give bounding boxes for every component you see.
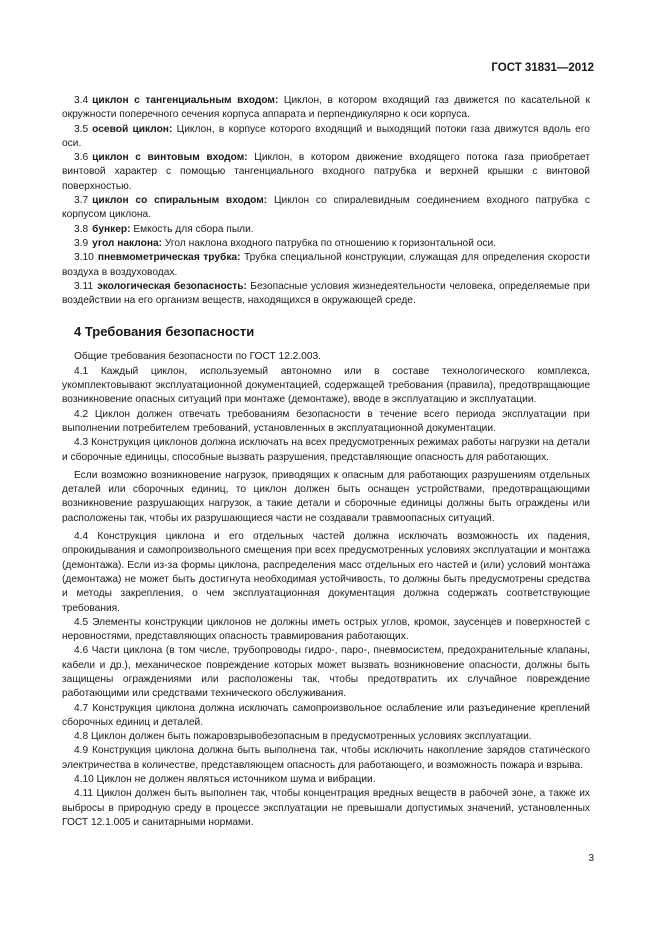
paragraph: 4.10 Циклон не должен являться источником шума и вибрации. bbox=[74, 774, 376, 786]
definition-item bbox=[62, 194, 590, 223]
safety-requirements bbox=[62, 350, 590, 830]
definition-text: Циклон, в котором входящий газ движется по касательной к окружности поперечного сечения корпуса аппарата и перпендикулярно к оси корпуса. bbox=[62, 95, 590, 121]
paragraph: 4.1 Каждый циклон, используемый автономно или в составе технологического комплекса, укомплектовывают эксплуатационной документацией, содержащей требования (правила), предотвращающие возникновение опасных ситуаций при монтаже (демонтаже), вводе в эксплуатацию и эксплуатации. bbox=[62, 365, 590, 406]
item-number: 3.9 bbox=[74, 237, 89, 249]
definition-term: бункер: bbox=[92, 223, 131, 235]
paragraph: 4.9 Конструкция циклона должна быть выполнена так, чтобы исключить накопление зарядов статического электричества в количестве, представляющем опасность для работающего, и возможность пожара и взрыва. bbox=[62, 745, 590, 771]
definition-term: экологическая безопасность: bbox=[97, 280, 247, 292]
definition-term: угол наклона: bbox=[92, 237, 163, 249]
paragraph: 4.11 Циклон должен быть выполнен так, чтобы концентрация вредных веществ в рабочей зоне, а также их выбросы в природную среду в процессе эксплуатации не превышали допустимых значений, установленных ГОСТ 12.1.005 и санитарными нормами. bbox=[62, 788, 590, 828]
item-number: 3.11 bbox=[74, 280, 94, 292]
definition-text: Угол наклона входного патрубка по отношению к горизонтальной оси. bbox=[164, 237, 497, 249]
paragraph: Общие требования безопасности по ГОСТ 12.2.003. bbox=[74, 351, 322, 363]
definition-term: пневмометрическая трубка: bbox=[97, 252, 241, 264]
item-number: 3.7 bbox=[74, 195, 89, 207]
item-number: 3.10 bbox=[74, 252, 94, 264]
definition-text: Циклон со спиралевидным соединением входного патрубка с корпусом циклона. bbox=[62, 195, 590, 221]
definition-term: циклон с тангенциальным входом: bbox=[92, 95, 279, 106]
definition-term: осевой циклон: bbox=[92, 123, 173, 135]
definitions-list bbox=[62, 94, 590, 308]
item-number: 3.4 bbox=[74, 95, 89, 106]
definition-item bbox=[62, 251, 590, 280]
definition-text: Безопасные условия жизнедеятельности человека, определяемые при воздействии на его организм веществ, находящихся в окружающей среде. bbox=[62, 280, 590, 307]
definition-item bbox=[62, 151, 590, 194]
item-number: 3.6 bbox=[74, 152, 89, 164]
definition-term: циклон с винтовым входом: bbox=[92, 152, 248, 164]
paragraph: 4.2 Циклон должен отвечать требованиям безопасности в течение всего периода эксплуатации при выполнении потребителем требований, установленных в эксплуатационной документации. bbox=[62, 408, 590, 434]
definition-item bbox=[62, 223, 590, 237]
definition-item bbox=[62, 94, 590, 123]
section-heading: 4 Требования безопасности bbox=[74, 324, 255, 340]
definition-text: Емкость для сбора пыли. bbox=[133, 223, 254, 235]
paragraph: Если возможно возникновение нагрузок, приводящих к опасным для работающих разрушениям отдельных деталей или сборочных единиц, то циклон должен быть оснащен устройствами, предотвращающими возникновение разрушающих нагрузок, а такие детали и сборочные единицы должны быть ограждены или расположены так, чтобы их разрушающиеся части не создавали травмоопасных ситуаций. bbox=[62, 469, 590, 524]
paragraph: 4.8 Циклон должен быть пожаровзрывобезопасным в предусмотренных условиях эксплуатации. bbox=[74, 731, 532, 743]
definition-item bbox=[62, 280, 590, 309]
definition-item bbox=[62, 237, 590, 251]
document-body bbox=[62, 94, 590, 830]
definition-item bbox=[62, 123, 590, 152]
paragraph: 4.3 Конструкция циклонов должна исключать на всех предусмотренных режимах работы нагрузки на детали и сборочные единицы, способные вызвать разрушения, представляющие опасность для работающих. bbox=[62, 437, 590, 463]
definition-text: Циклон, в корпусе которого входящий и выходящий потоки газа движутся вдоль его оси. bbox=[62, 123, 590, 149]
definition-term: циклон со спиральным входом: bbox=[92, 195, 268, 207]
definition-text: Циклон, в котором движение входящего потока газа приобретает винтовой характер с помощью тангенциального входного патрубка и верхней крышки с винтовой поверхностью. bbox=[62, 152, 590, 192]
definition-text: Трубка специальной конструкции, служащая для определения скорости воздуха в воздуховодах. bbox=[62, 252, 590, 278]
paragraph: 4.4 Конструкция циклона и его отдельных частей должна исключать возможность их падения, опрокидывания и самопроизвольного смещения при всех предусмотренных условиях эксплуатации и монтажа (демонтажа). Если из-за формы циклона, распределения масс отдельных его частей и (или) условий монтажа (демонтажа) не может быть достигнута необходимая устойчивость, то должны быть предусмотрены средства и методы закрепления, о чем эксплуатационная документация должна содержать соответствующие требования. bbox=[62, 531, 590, 614]
paragraph: 4.7 Конструкция циклона должна исключать самопроизвольное ослабление или разъединение креплений сборочных единиц и деталей. bbox=[62, 702, 590, 728]
paragraph: 4.5 Элементы конструкции циклонов не должны иметь острых углов, кромок, заусенцев и поверхностей с неровностями, представляющих опасность травмирования работающих. bbox=[62, 616, 590, 643]
page-number: 3 bbox=[588, 853, 594, 864]
standard-header: ГОСТ 31831—2012 bbox=[491, 62, 594, 74]
paragraph: 4.6 Части циклона (в том числе, трубопроводы гидро-, паро-, пневмосистем, предохранительные клапаны, кабели и др.), механическое повреждение которых может вызвать возникновение опасности, должны быть защищены ограждениями или расположены так, чтобы предотвратить их случайное повреждение работающими или средствами технического обслуживания. bbox=[62, 645, 590, 700]
item-number: 3.8 bbox=[74, 223, 89, 235]
item-number: 3.5 bbox=[74, 123, 89, 135]
